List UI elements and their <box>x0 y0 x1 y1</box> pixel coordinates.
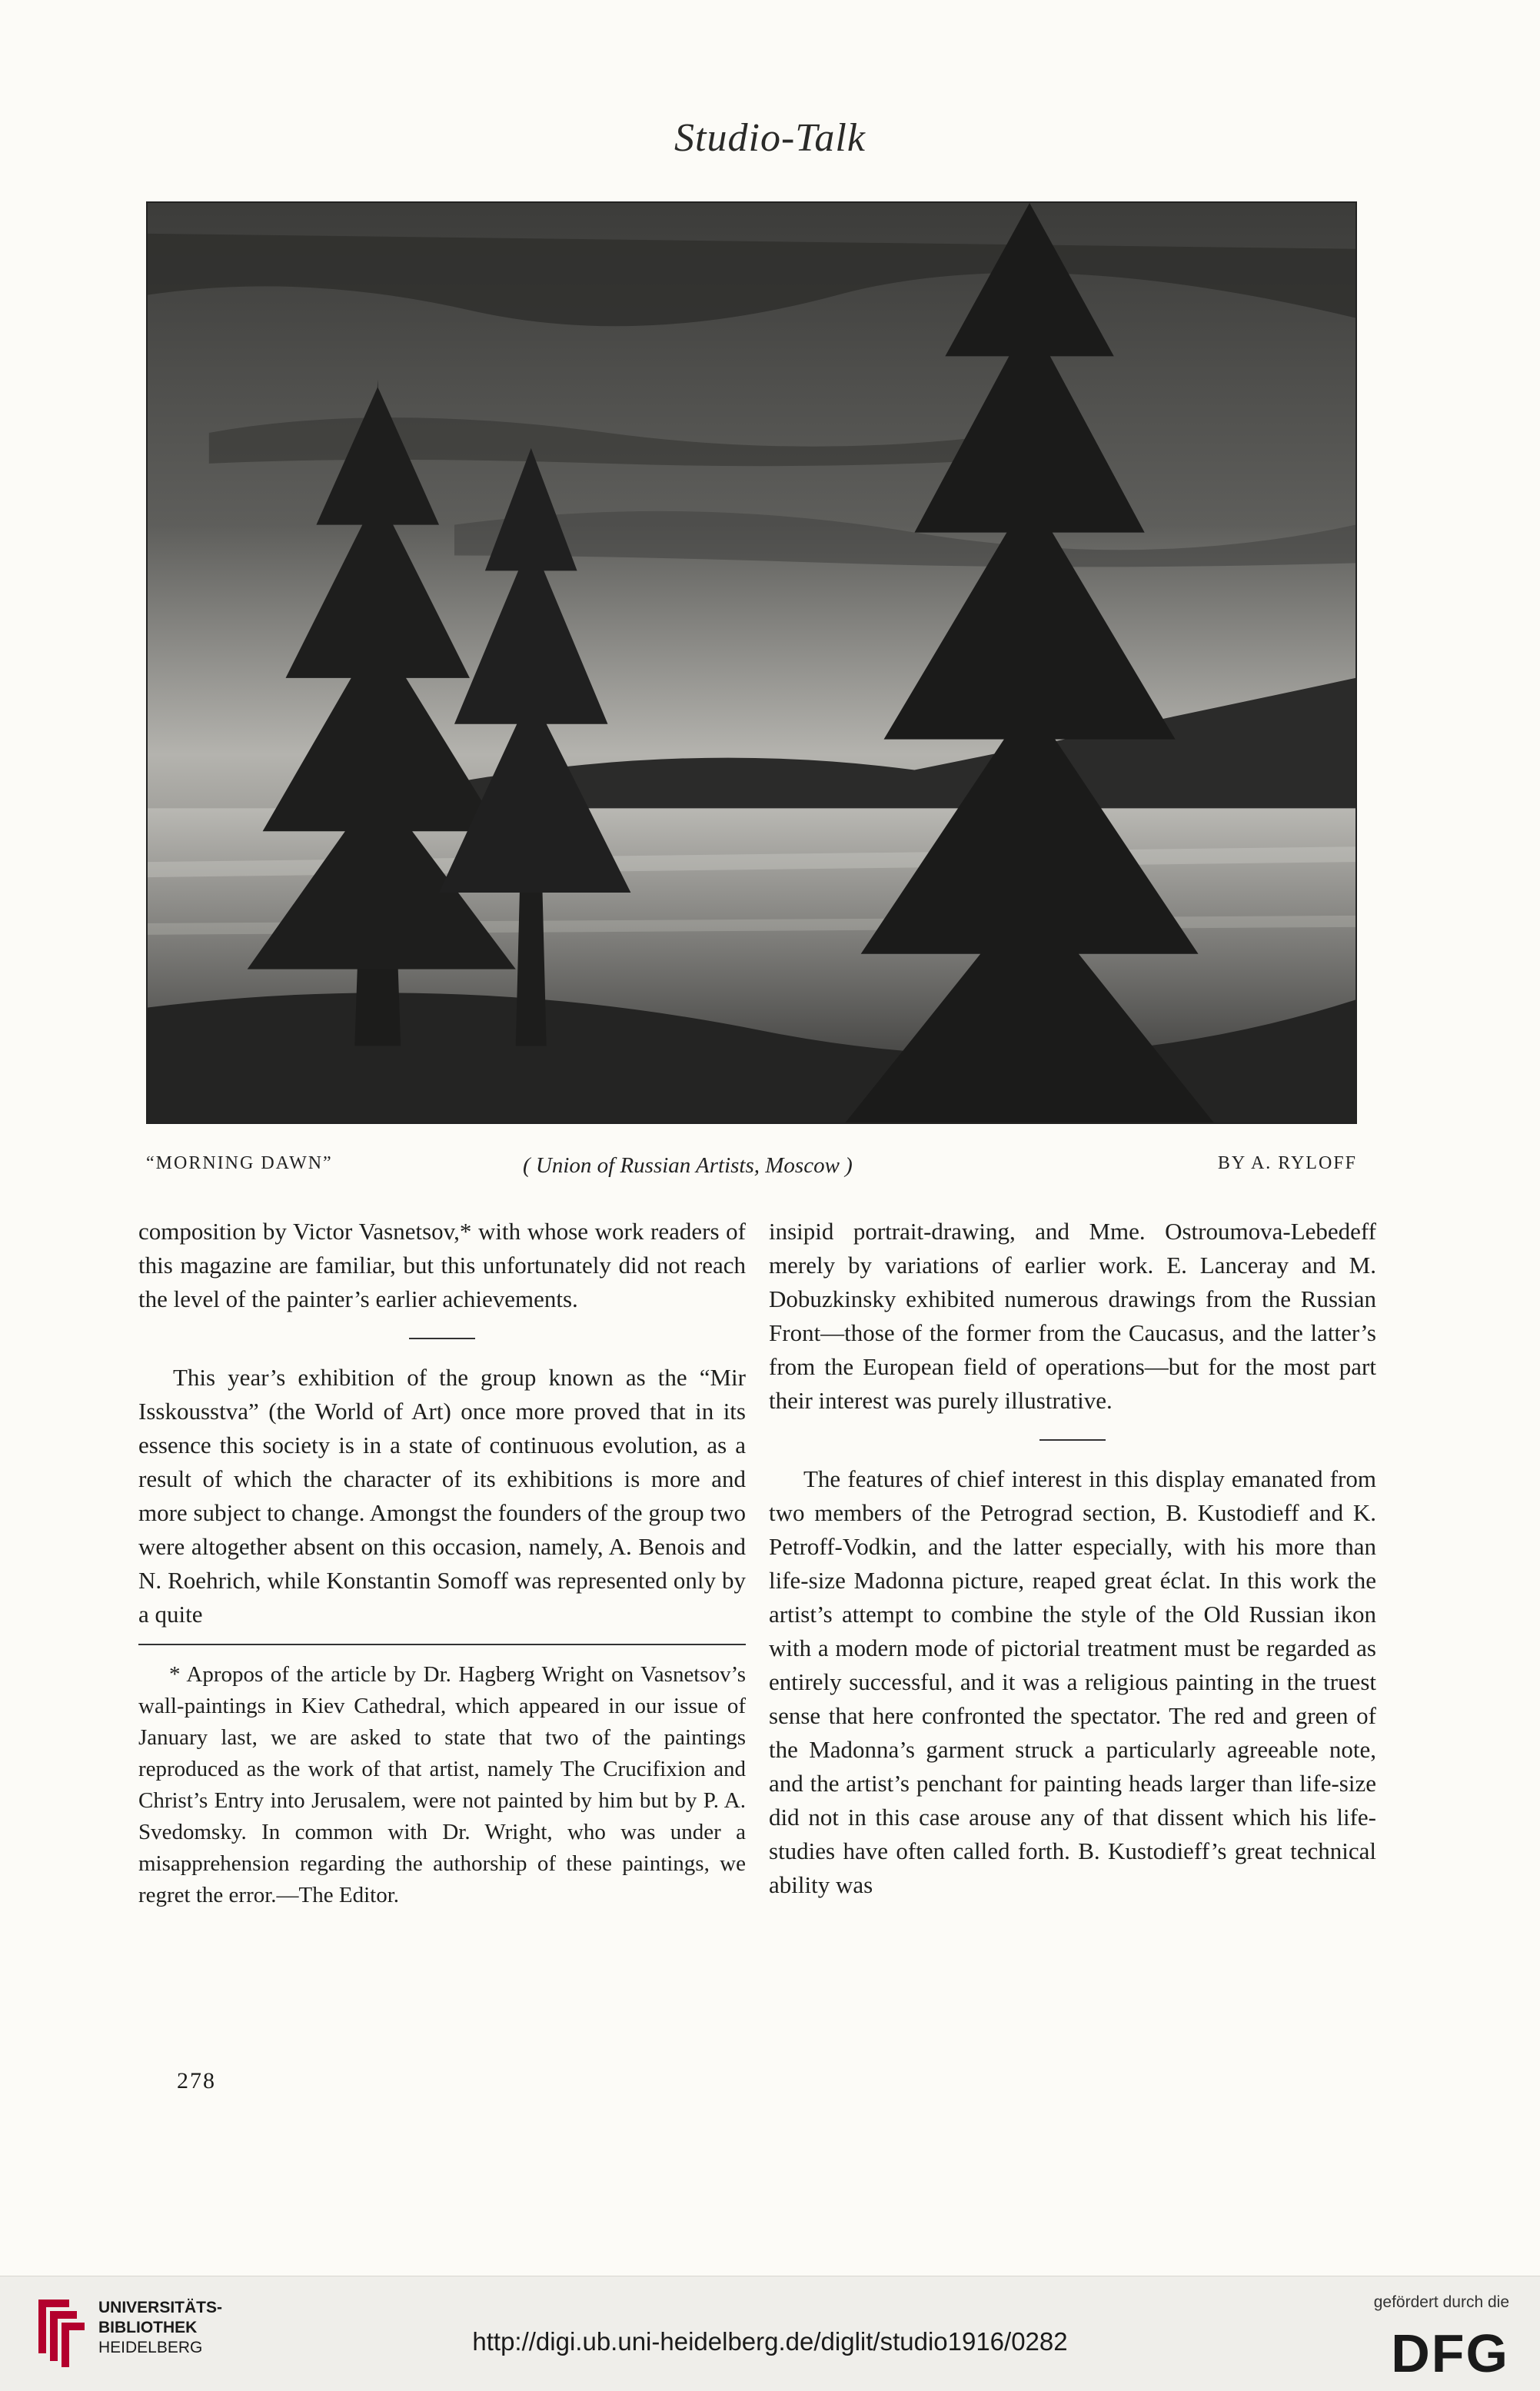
section-divider <box>1039 1439 1106 1441</box>
permalink-url[interactable]: http://digi.ub.uni-heidelberg.de/diglit/studio1916/0282 <box>472 2327 1068 2356</box>
footnote-text: * Apropos of the article by Dr. Hagberg Wright on Vasnetsov’s wall-paintings in Kiev Cathedral, which appeared in our issue of January last, we are asked to state that two of the paintings reproduced as the work of that artist, namely The Crucifixion and Christ’s Entry into Jerusalem, were not painted by him but by P. A. Svedomsky. In common with Dr. Wright, who was under a misapprehension regarding the authorship of these paintings, we regret the error.—The Editor. <box>138 1662 746 1907</box>
right-paragraph-1: insipid portrait-drawing, and Mme. Ostroumova-Lebedeff merely by variations of earlier work. E. Lanceray and M. Dobuzkinsky exhibited numerous drawings from the Russian Front—those of the former from the Caucasus, and the latter’s from the European field of operations—but for the most part their interest was purely illustrative. <box>769 1218 1376 1414</box>
right-column <box>769 1215 1376 1902</box>
left-column <box>138 1215 746 1911</box>
footnote <box>138 1659 746 1911</box>
landscape-illustration <box>148 203 1355 1122</box>
caption-source: ( Union of Russian Artists, Moscow ) <box>523 1153 853 1178</box>
right-paragraph-2: The features of chief interest in this display emanated from two members of the Petrograd section, B. Kustodieff and K. Petroff-Vodkin, and the latter especially, with his more than life-size Madonna picture, reaped great éclat. In this work the artist’s attempt to combine the style of the Old Russian ikon with a modern mode of pictorial treatment must be regarded as entirely successful, and it was a religious painting in the truest sense that here confronted the spectator. The red and green of the Madonna’s garment struck a particularly agreeable note, and the artist’s penchant for painting heads larger than life-size did not in this case arouse any of that dissent which his life-studies have often called forth. B. Kustodieff’s great technical ability was <box>769 1465 1376 1898</box>
dfg-logo: DFG <box>1391 2323 1509 2383</box>
page-number: 278 <box>177 2068 216 2093</box>
section-divider <box>409 1338 475 1339</box>
caption-title: “MORNING DAWN” <box>146 1153 333 1173</box>
viewer-footer <box>0 2276 1540 2391</box>
plate-caption <box>146 1153 1357 1184</box>
plate-image <box>146 201 1357 1124</box>
caption-artist: BY A. RYLOFF <box>1217 1153 1357 1173</box>
funding-note: gefördert durch die <box>1373 2293 1509 2311</box>
library-name: UNIVERSITÄTS- BIBLIOTHEK HEIDELBERG <box>98 2299 223 2356</box>
left-paragraph-2: This year’s exhibition of the group known as the “Mir Isskousstva” (the World of Art) once more proved that in its essence this society is in a state of continuous evolution, as a result of which the character of its exhibitions is more and more subject to change. Amongst the founders of the group two were altogether absent on this occasion, namely, A. Benois and N. Roehrich, while Konstantin Somoff was represented only by a quite <box>138 1364 746 1628</box>
footnote-divider <box>138 1644 746 1645</box>
running-head: Studio-Talk <box>674 116 866 160</box>
left-paragraph-1: composition by Victor Vasnetsov,* with whose work readers of this magazine are familiar, but this unfortunately did not reach the level of the painter’s earlier achievements. <box>138 1218 746 1312</box>
